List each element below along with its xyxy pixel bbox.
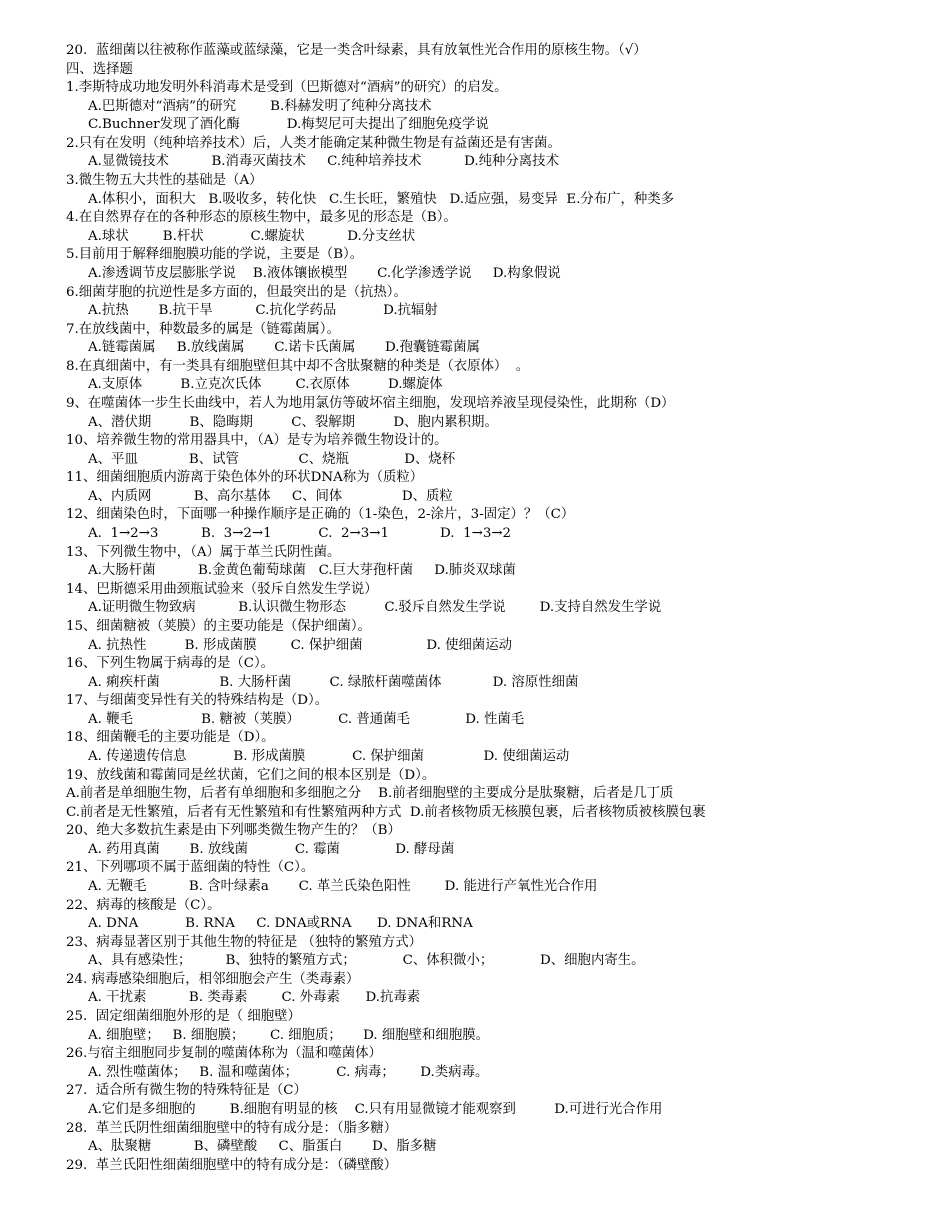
text-line: 11、细菌细胞质内游离于染色体外的环状DNA称为（质粒）: [66, 470, 424, 486]
text-line: 14、巴斯德采用曲颈瓶试验来（驳斥自然发生学说）: [66, 581, 378, 597]
text-line: 25. 固定细菌细胞外形的是（ 细胞壁）: [66, 1009, 301, 1025]
text-line: 24. 病毒感染细胞后，相邻细胞会产生（类毒素）: [66, 971, 360, 987]
text-line: A. DNA B. RNA C. DNA或RNA D. DNA和RNA: [88, 916, 473, 932]
text-line: 7.在放线菌中，种数最多的属是（链霉菌属）。: [66, 321, 340, 337]
text-line: A.前者是单细胞生物，后者有单细胞和多细胞之分 B.前者细胞壁的主要成分是肽聚糖，后者是几丁质: [66, 786, 674, 802]
text-line: A.渗透调节皮层膨胀学说 B.液体镶嵌模型 C.化学渗透学说 D.构象假说: [88, 265, 561, 281]
text-line: A.巴斯德对“酒病”的研究 B.科赫发明了纯种分离技术: [88, 98, 432, 114]
text-line: 四、选择题: [66, 61, 133, 77]
text-line: A.抗热 B.抗干旱 C.抗化学药品 D.抗辐射: [88, 303, 438, 319]
text-line: A、潜伏期 B、隐晦期 C、裂解期 D、胞内累积期。: [88, 414, 498, 430]
text-line: 19、放线菌和霉菌同是丝状菌，它们之间的根本区别是（D）。: [66, 767, 436, 783]
text-line: A、具有感染性； B、独特的繁殖方式； C、体积微小； D、细胞内寄生。: [88, 953, 645, 969]
text-line: A. 药用真菌 B. 放线菌 C. 霉菌 D. 酵母菌: [88, 841, 455, 857]
text-line: 16、下列生物属于病毒的是（C）。: [66, 656, 275, 672]
text-line: 4.在自然界存在的各种形态的原核生物中，最多见的形态是（B）。: [66, 210, 457, 226]
text-line: A.显微镜技术 B.消毒灭菌技术 C.纯种培养技术 D.纯种分离技术: [88, 154, 559, 170]
text-line: A.证明微生物致病 B.认识微生物形态 C.驳斥自然发生学说 D.支持自然发生学说: [88, 600, 662, 616]
text-line: 8.在真细菌中，有一类具有细胞壁但其中却不含肽聚糖的种类是（衣原体） 。: [66, 358, 530, 374]
text-line: 28. 革兰氏阴性细菌细胞壁中的特有成分是：（脂多糖）: [66, 1120, 398, 1136]
text-line: 2.只有在发明（纯种培养技术）后，人类才能确定某种微生物是有益菌还是有害菌。: [66, 135, 561, 151]
text-line: A、肽聚糖 B、磷壁酸 C、脂蛋白 D、脂多糖: [88, 1139, 437, 1155]
text-line: A、内质网 B、高尔基体 C、间体 D、质粒: [88, 488, 453, 504]
text-line: A.链霉菌属 B.放线菌属 C.诺卡氏菌属 D.孢囊链霉菌属: [88, 340, 480, 356]
text-line: A. 细胞壁； B. 细胞膜； C. 细胞质； D. 细胞壁和细胞膜。: [88, 1027, 489, 1043]
text-line: A. 干扰素 B. 类毒素 C. 外毒素 D.抗毒素: [88, 990, 421, 1006]
text-line: A、平皿 B、试管 C、烧瓶 D、烧杯: [88, 451, 456, 467]
text-line: A. 痢疾杆菌 B. 大肠杆菌 C. 绿脓杆菌噬菌体 D. 溶原性细菌: [88, 674, 579, 690]
text-line: A.大肠杆菌 B.金黄色葡萄球菌 C.巨大芽孢杆菌 D.肺炎双球菌: [88, 563, 516, 579]
text-line: 26.与宿主细胞同步复制的噬菌体称为（温和噬菌体）: [66, 1046, 382, 1062]
text-line: 5.目前用于解释细胞膜功能的学说，主要是（B）。: [66, 247, 364, 263]
text-line: 13、下列微生物中，（A）属于革兰氏阴性菌。: [66, 544, 341, 560]
text-line: A.体积小，面积大 B.吸收多，转化快 C.生长旺，繁殖快 D.适应强，易变异 E.分布广，种类多: [88, 191, 675, 207]
text-line: 22、病毒的核酸是（C）。: [66, 897, 221, 913]
text-line: 1.李斯特成功地发明外科消毒术是受到（巴斯德对“酒病”的研究）的启发。: [66, 80, 508, 96]
text-line: C.Buchner发现了酒化酶 D.梅契尼可夫提出了细胞免疫学说: [88, 117, 489, 133]
document-page: [0, 42, 950, 1175]
text-line: C.前者是无性繁殖，后者有无性繁殖和有性繁殖两种方式 D.前者核物质无核膜包裹，后者核物质被核膜包裹: [66, 804, 706, 820]
text-line: 15、细菌糖被（荚膜）的主要功能是（保护细菌）。: [66, 618, 371, 634]
text-line: A. 抗热性 B. 形成菌膜 C. 保护细菌 D. 使细菌运动: [88, 637, 513, 653]
text-line: 20. 蓝细菌以往被称作蓝藻或蓝绿藻，它是一类含叶绿素，具有放氧性光合作用的原核生物。（√）: [66, 43, 647, 58]
text-line: 3.微生物五大共性的基础是（A）: [66, 173, 263, 189]
text-line: 23、病毒显著区别于其他生物的特征是 （独特的繁殖方式）: [66, 934, 423, 950]
text-line: 21、下列哪项不属于蓝细菌的特性（C）。: [66, 860, 315, 876]
text-line: 12、细菌染色时，下面哪一种操作顺序是正确的（1-染色，2-涂片，3-固定）？（C）: [66, 507, 575, 523]
text-line: 18、细菌鞭毛的主要功能是（D）。: [66, 730, 275, 746]
text-line: 29. 革兰氏阳性细菌细胞壁中的特有成分是：（磷壁酸）: [66, 1157, 398, 1173]
text-line: A. 烈性噬菌体； B. 温和噬菌体； C. 病毒； D.类病毒。: [88, 1064, 489, 1080]
text-line: 27. 适合所有微生物的特殊特征是（C）: [66, 1083, 307, 1099]
text-line: A. 传递遗传信息 B. 形成菌膜 C. 保护细菌 D. 使细菌运动: [88, 748, 570, 764]
text-line: A. 1→2→3 B. 3→2→1 C. 2→3→1 D. 1→3→2: [88, 526, 512, 542]
text-line: 20、绝大多数抗生素是由下列哪类微生物产生的？（B）: [66, 823, 401, 839]
text-line: 17、与细菌变异性有关的特殊结构是（D）。: [66, 693, 329, 709]
text-line: A. 鞭毛 B. 糖被（荚膜） C. 普通菌毛 D. 性菌毛: [88, 711, 525, 727]
text-line: A.球状 B.杆状 C.螺旋状 D.分支丝状: [88, 228, 416, 244]
text-line: A.它们是多细胞的 B.细胞有明显的核 C.只有用显微镜才能观察到 D.可进行光合作用: [88, 1101, 663, 1117]
text-line: 6.细菌芽胞的抗逆性是多方面的，但最突出的是（抗热）。: [66, 284, 407, 300]
text-line: A.支原体 B.立克次氏体 C.衣原体 D.螺旋体: [88, 377, 443, 393]
text-line: 9、在噬菌体一步生长曲线中，若人为地用氯仿等破坏宿主细胞，发现培养液呈现侵染性，此期称（D）: [66, 395, 675, 411]
text-line: A. 无鞭毛 B. 含叶绿素a C. 革兰氏染色阳性 D. 能进行产氧性光合作用: [88, 879, 598, 895]
text-line: 10、培养微生物的常用器具中，（A）是专为培养微生物设计的。: [66, 433, 448, 449]
